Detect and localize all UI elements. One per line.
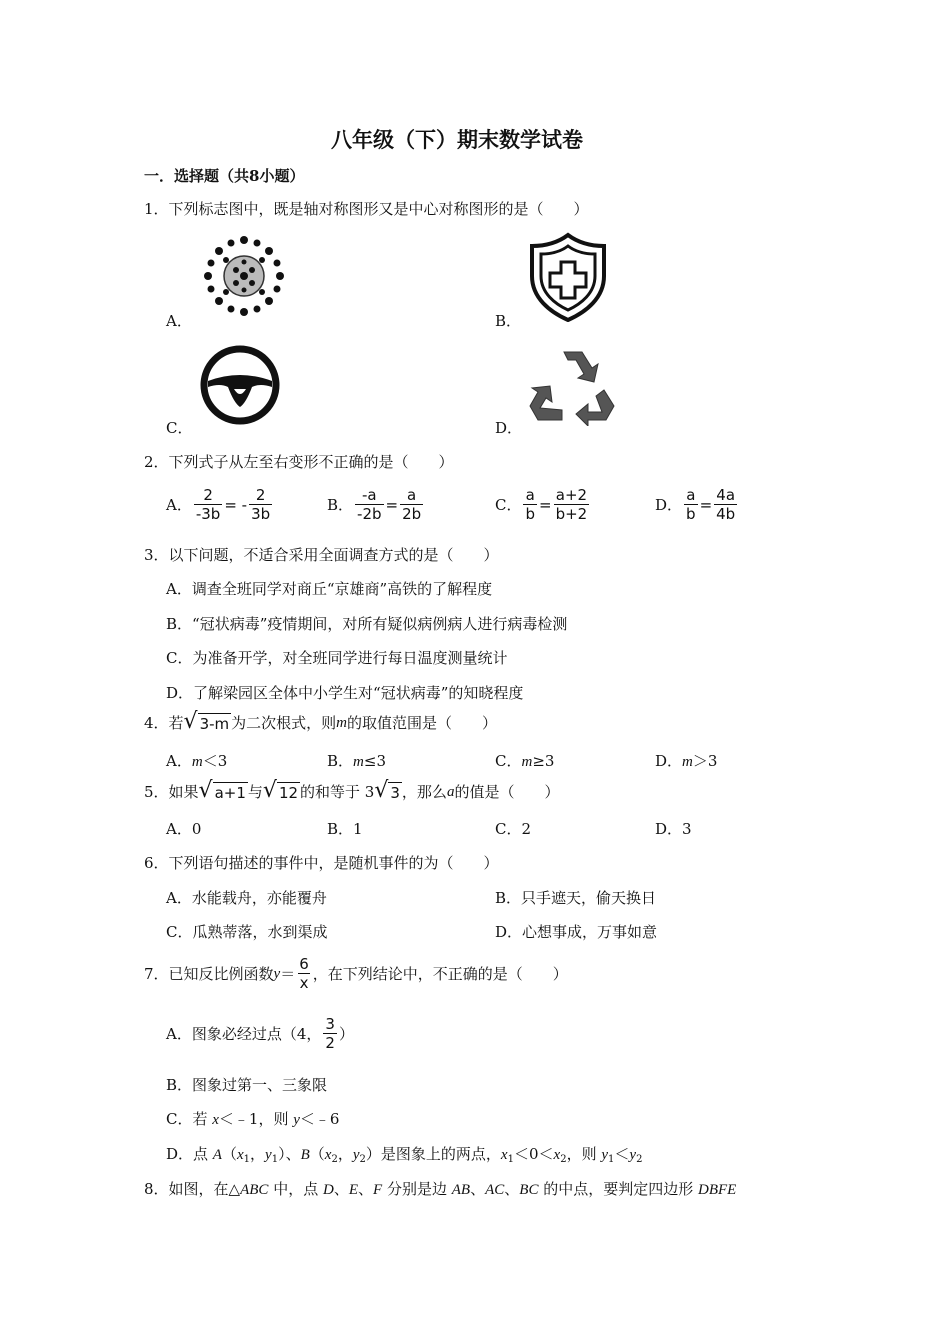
q3-option-d: D．了解梁园区全体中小学生对“冠状病毒”的知晓程度 [166,684,524,702]
q4-option-c: C．m≥3 [495,752,555,770]
fraction: $\frac{-a}{-2b}$ [357,486,382,523]
q7-option-c: C．若 x＜﹣1，则 y＜﹣6 [166,1110,340,1128]
q3-option-c: C．为准备开学，对全班同学进行每日温度测量统计 [166,649,508,667]
stem-text: 4．若 [144,713,184,732]
equals-sign: = [699,495,713,514]
q2-option-b [327,486,425,523]
shield-cross-icon [528,232,608,322]
question-6-stem: 6．下列语句描述的事件中，是随机事件的为（ ） [144,854,499,872]
stem-text: 的取值范围是（ ） [347,713,498,732]
fraction: $\frac{a}{2b}$ [402,486,422,523]
q7-option-a [166,1015,354,1052]
variable: m [336,714,348,731]
fraction: $\frac{2}{-3b}$ [195,486,221,523]
option-text: ） [338,1024,354,1043]
equals-sign: = - [224,495,248,514]
variable: y [273,965,281,982]
option-text: A．图象必经过点（4， [166,1024,322,1043]
circle-logo-icon [198,343,282,427]
stem-text: 5．如果 [144,782,199,801]
option-label: D． [655,495,683,514]
q6-option-a: A．水能载舟，亦能覆舟 [166,889,327,907]
q5-option-b: B．1 [327,820,363,838]
question-4-stem [144,711,497,734]
square-root: √ 3-m [183,709,230,734]
square-root: √ 12 [262,778,299,803]
question-1-stem: 1．下列标志图中，既是轴对称图形又是中心对称图形的是（ ） [144,200,589,218]
question-7-stem [144,955,568,992]
q4-option-b: B．m≤3 [327,752,386,770]
square-root: √ 3 [374,778,400,803]
page-title: 八年级（下）期末数学试卷 [331,127,583,152]
question-3-stem: 3．以下问题，不适合采用全面调查方式的是（ ） [144,546,499,564]
stem-text: 与 [247,782,263,801]
q3-option-b: B．“冠状病毒”疫情期间，对所有疑似病例病人进行病毒检测 [166,615,568,633]
stem-text: 的和等于 3 [300,782,375,801]
virus-icon [198,232,290,320]
question-8-stem: 8．如图，在△ABC 中，点 D、E、F 分别是边 AB、AC、BC 的中点，要判定四边形 DBFE [144,1180,737,1198]
q6-option-c: C．瓜熟蒂落，水到渠成 [166,923,328,941]
q5-option-a: A．0 [166,820,202,838]
q5-option-c: C．2 [495,820,532,838]
q1-option-a-label: A． [166,312,192,330]
stem-text: ，那么 [401,782,447,801]
fraction: $\frac{3}{2}$ [325,1015,335,1052]
q2-option-c [495,486,591,523]
q7-option-b: B．图象过第一、三象限 [166,1076,328,1094]
recycle-icon [526,346,620,426]
q5-option-d: D．3 [655,820,692,838]
equals-sign: = [539,495,552,514]
q4-option-a: A．m＜3 [166,752,228,770]
option-label: A． [166,495,192,514]
equals-sign: = [385,495,399,514]
q6-option-b: B．只手遮天，偷天换日 [495,889,657,907]
fraction: $\frac{2}{3b}$ [251,486,271,523]
stem-text: 的值是（ ） [454,782,560,801]
stem-text: 为二次根式，则 [231,713,337,732]
fraction: $\frac{6}{x}$ [299,955,309,992]
fraction: $\frac{a+2}{b+2}$ [555,486,588,523]
fraction: $\frac{a}{b}$ [686,486,696,523]
fraction: $\frac{a}{b}$ [525,486,536,523]
q1-option-c-label: C． [166,419,193,437]
question-5-stem [144,780,559,803]
option-label: B． [327,495,354,514]
fraction: $\frac{4a}{4b}$ [716,486,736,523]
q2-option-d [655,486,739,523]
stem-text: ，在下列结论中，不正确的是（ ） [312,964,568,983]
square-root: √ a+1 [198,778,246,803]
option-label: C． [495,495,522,514]
q6-option-d: D．心想事成，万事如意 [495,923,658,941]
stem-text: 7．已知反比例函数 [144,964,274,983]
q1-option-b-label: B． [495,312,522,330]
q4-option-d: D．m＞3 [655,752,718,770]
variable: a [446,783,455,800]
equals-sign: ＝ [280,964,296,983]
section-heading: 一．选择题（共8小题） [144,167,305,185]
q3-option-a: A．调查全班同学对商丘“京雄商”高铁的了解程度 [166,580,493,598]
q2-option-a [166,486,274,523]
q1-option-d-label: D． [495,419,523,437]
q7-option-d: D．点 $A(x_1$，$y_1$）、$B(x_2$，$y_2$）是图象上的两点，$x_1<0<x_2$，则 $y_1<y_2$ [166,1145,643,1165]
question-2-stem: 2．下列式子从左至右变形不正确的是（ ） [144,453,454,471]
